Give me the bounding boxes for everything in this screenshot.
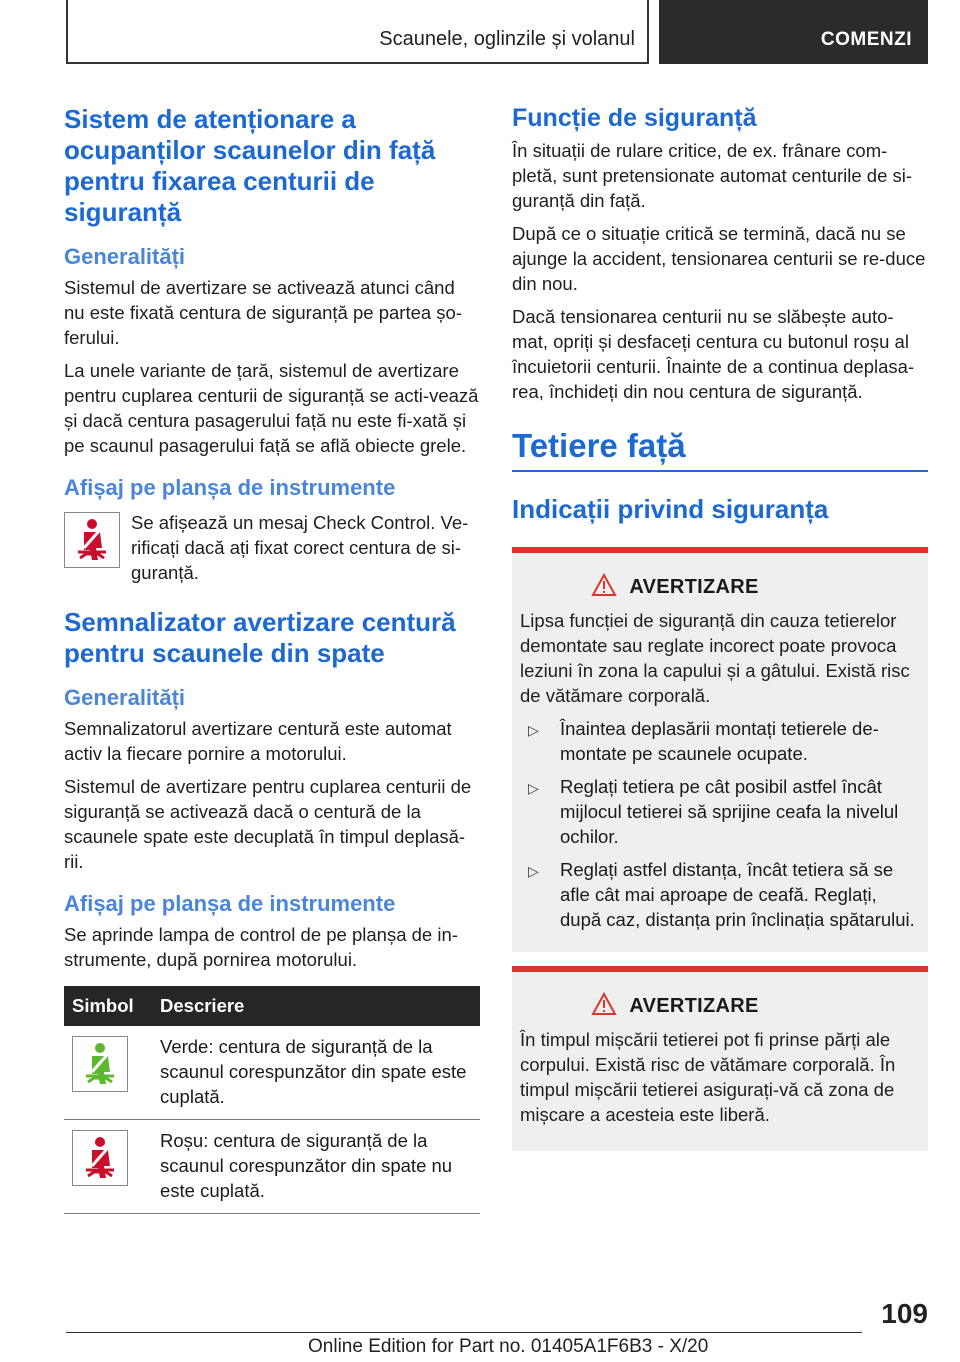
check-control-row (64, 510, 480, 585)
warning-text: În timpul mișcării tetierei pot fi prinse părți ale corpului. Există risc de vătămare corporală. În timpul mișcării tetierei asigurați-vă că zona de mișcare a acesteia este liberă. (520, 1029, 896, 1125)
right-column (512, 104, 928, 1165)
table-header-symbol: Simbol (64, 986, 152, 1026)
display-heading: Afișaj pe planșa de instrumente (64, 891, 396, 916)
front-seat-warning-title: Sistem de atenționare a ocupanților scaunelor din față pentru fixarea centurii de siguranță (64, 104, 436, 227)
triangle-bullet-icon: ▷ (528, 863, 539, 879)
table-row (64, 1026, 480, 1120)
table-cell-description: Roșu: centura de siguranță de la scaunul corespunzător din spate nu este cuplată. (152, 1120, 480, 1214)
paragraph: Dacă tensionarea centurii nu se slăbește auto-mat, opriți și desfaceți centura cu butonul roșu al încuietorii centurii. Înainte de a continua deplasa-rea, închideți din nou centura de siguranță. (512, 306, 915, 402)
safety-notes-heading: Indicații privind siguranța (512, 494, 829, 524)
table-header-description: Descriere (152, 986, 480, 1026)
check-control-text: Se afișează un mesaj Check Control. Ve-rificați dacă ați fixat corect centura de si-guranță. (131, 512, 469, 583)
paragraph: La unele variante de țară, sistemul de avertizare pentru cuplarea centurii de siguranță se acti-vează și dacă centura pasagerului față nu este fi-xată și pe scaunul pasagerului față se află obiecte grele. (64, 360, 479, 456)
list-item: ▷ Reglați astfel distanța, încât tetiera să se afle cât mai aproape de ceafă. Reglați, după caz, distanța prin înclinația spătarului. (528, 859, 915, 930)
warning-box (512, 547, 928, 952)
general-heading: Generalități (64, 685, 186, 710)
chapter-title: Scaunele, oglinzile și volanul (379, 28, 635, 50)
warning-text: Lipsa funcției de siguranță din cauza tetierelor demontate sau reglate incorect poate provoca leziuni în zona la capului și a gâtului. Există risc de vătămare corporală. (520, 610, 910, 706)
warning-triangle-icon (591, 573, 617, 602)
chapter-tab (66, 0, 649, 64)
symbol-table (64, 986, 480, 1214)
table-cell-description: Verde: centura de siguranță de la scaunul corespunzător din spate este cuplată. (152, 1026, 480, 1120)
section-tab (659, 0, 928, 64)
table-row (64, 1120, 480, 1214)
paragraph: Semnalizatorul avertizare centură este automat activ la fiecare pornire a motorului. (64, 718, 452, 764)
left-column (64, 104, 480, 1214)
paragraph: După ce o situație critică se termină, dacă nu se ajunge la accident, tensionarea centurii se re-duce din nou. (512, 223, 926, 294)
general-heading: Generalități (64, 244, 186, 269)
head-restraints-title: Tetiere față (512, 426, 928, 472)
triangle-bullet-icon: ▷ (528, 780, 539, 796)
list-item: ▷ Reglați tetiera pe cât posibil astfel încât mijlocul tetierei să sprijine ceafa la nivelul ochilor. (528, 776, 899, 847)
paragraph: În situații de rulare critice, de ex. frânare com-pletă, sunt pretensionate automat centurile de si-guranță din față. (512, 140, 913, 211)
paragraph: Sistemul de avertizare se activează atunci când nu este fixată centura de siguranță pe partea șo-ferului. (64, 277, 463, 348)
warning-box (512, 966, 928, 1151)
safety-function-heading: Funcție de siguranță (512, 104, 757, 132)
warning-label: AVERTIZARE (629, 995, 759, 1017)
page-header (66, 0, 928, 64)
triangle-bullet-icon: ▷ (528, 722, 539, 738)
section-title: COMENZI (820, 29, 912, 50)
list-item: ▷ Înaintea deplasării montați tetierele de-montate pe scaunele ocupate. (528, 718, 879, 764)
paragraph: Sistemul de avertizare pentru cuplarea centurii de siguranță se activează dacă o centură de la scaunele spate este decuplată în timpul deplasă-rii. (64, 776, 472, 872)
seatbelt-red-icon (64, 512, 120, 568)
edition-text: Online Edition for Part no. 01405A1F6B3 - X/20 (308, 1336, 709, 1357)
rear-seat-warning-title: Semnalizator avertizare centură pentru scaunele din spate (64, 607, 456, 668)
paragraph: Se aprinde lampa de control de pe planșa de in-strumente, după pornirea motorului. (64, 924, 458, 970)
warning-triangle-icon (591, 992, 617, 1021)
display-heading: Afișaj pe planșa de instrumente (64, 475, 396, 500)
seatbelt-red-icon (72, 1130, 128, 1186)
footer-divider (66, 1332, 862, 1333)
page-number: 109 (881, 1298, 928, 1329)
seatbelt-green-icon (72, 1036, 128, 1092)
warning-label: AVERTIZARE (629, 576, 759, 598)
